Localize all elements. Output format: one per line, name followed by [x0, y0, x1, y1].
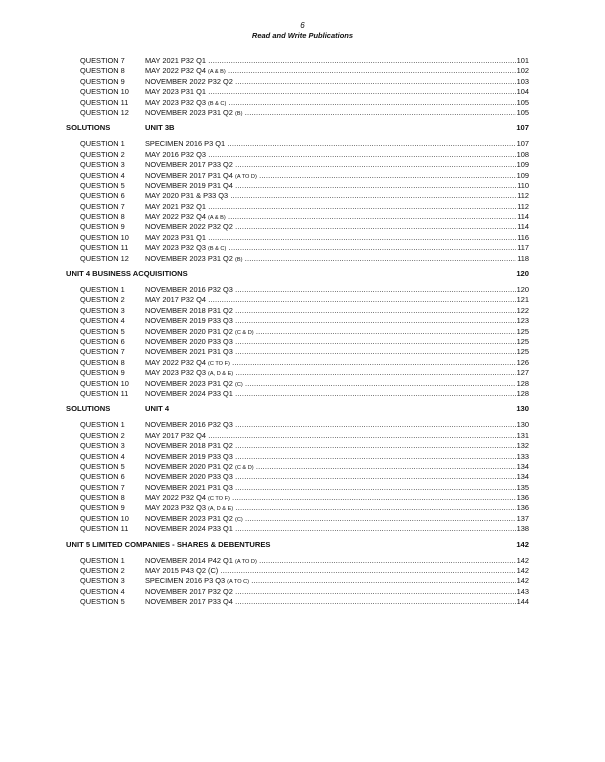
section-label: SOLUTIONS [66, 123, 111, 133]
page-number: 6 [300, 21, 305, 30]
toc-entry [0, 77, 605, 87]
exam-reference-parts: (A TO C) [227, 579, 250, 586]
toc-entry [0, 483, 605, 493]
exam-reference-text: NOVEMBER 2022 P32 Q2 [145, 222, 233, 232]
toc-entry [0, 452, 605, 462]
question-number: QUESTION 8 [80, 493, 125, 503]
question-number: QUESTION 1 [80, 139, 125, 149]
exam-reference-text: NOVEMBER 2023 P31 Q2 [145, 378, 235, 388]
entry-page-number: 126 [516, 357, 529, 367]
exam-reference-text: NOVEMBER 2018 P31 Q2 [145, 305, 233, 315]
question-number: QUESTION 9 [80, 503, 125, 513]
toc-entry [0, 202, 605, 212]
entry-page-number: 128 [516, 388, 529, 398]
entry-page-number: 142 [516, 576, 529, 586]
exam-reference [145, 254, 527, 265]
entry-page-number: 144 [516, 597, 529, 607]
entry-page-number: 105 [516, 107, 529, 117]
exam-reference-parts: (C) [234, 381, 243, 388]
entry-page-number: 125 [516, 326, 529, 336]
entry-page-number: 121 [516, 295, 529, 305]
exam-reference-parts: (C & D) [234, 329, 254, 336]
toc-entry [0, 56, 605, 66]
question-number: QUESTION 10 [80, 87, 129, 97]
question-number: QUESTION 6 [80, 336, 125, 346]
toc-entry [0, 503, 605, 513]
entry-page-number: 118 [517, 253, 529, 263]
question-number: QUESTION 7 [80, 56, 125, 65]
question-number: QUESTION 4 [80, 316, 125, 326]
question-number: QUESTION 5 [80, 180, 125, 190]
question-number: QUESTION 8 [80, 357, 125, 367]
toc-entry [0, 472, 605, 482]
section-label: UNIT 5 LIMITED COMPANIES - SHARES & DEBENTURES [66, 539, 271, 549]
section-heading [0, 539, 605, 551]
question-number: QUESTION 3 [80, 160, 125, 170]
toc-entry [0, 587, 605, 597]
question-number: QUESTION 12 [80, 253, 129, 263]
entry-page-number: 128 [516, 378, 529, 388]
exam-reference-text: MAY 2017 P32 Q4 [145, 295, 206, 305]
entry-page-number: 114 [517, 222, 529, 232]
entry-page-number: 127 [516, 368, 529, 378]
exam-reference-text: MAY 2022 P32 Q4 [145, 66, 208, 76]
toc-entry [0, 66, 605, 76]
exam-reference-parts: (B) [234, 256, 243, 263]
toc-entry [0, 514, 605, 524]
exam-reference-text: NOVEMBER 2019 P31 Q4 [145, 180, 233, 190]
toc-entry [0, 108, 605, 118]
section-page-number: 142 [516, 539, 529, 549]
question-number: QUESTION 11 [80, 524, 129, 534]
toc-entry [0, 222, 605, 232]
section-heading [0, 122, 605, 134]
question-number: QUESTION 11 [80, 97, 129, 107]
exam-reference-text: NOVEMBER 2017 P31 Q4 [145, 170, 235, 180]
entry-page-number: 101 [516, 56, 529, 65]
exam-reference-text: NOVEMBER 2017 P33 Q4 [145, 597, 233, 607]
entry-page-number: 125 [516, 336, 529, 346]
toc-entry [0, 337, 605, 347]
entry-page-number: 110 [517, 180, 529, 190]
toc-entry [0, 524, 605, 534]
exam-reference-text: NOVEMBER 2014 P42 Q1 [145, 555, 235, 565]
question-number: QUESTION 2 [80, 430, 125, 440]
toc-entry [0, 212, 605, 222]
entry-page-number: 123 [516, 316, 529, 326]
toc-entry [0, 493, 605, 503]
toc-entry [0, 368, 605, 378]
exam-reference-text: MAY 2016 P32 Q3 [145, 149, 206, 159]
question-number: QUESTION 4 [80, 451, 125, 461]
exam-reference-text: NOVEMBER 2023 P31 Q2 [145, 513, 235, 523]
entry-page-number: 103 [516, 76, 529, 86]
exam-reference-parts: (A TO D) [234, 558, 257, 565]
publisher-name: Read and Write Publications [251, 31, 354, 40]
question-number: QUESTION 6 [80, 472, 125, 482]
exam-reference-text: MAY 2021 P32 Q1 [145, 56, 206, 65]
entry-page-number: 112 [517, 201, 529, 211]
toc-entry [0, 87, 605, 97]
toc-entry [0, 420, 605, 430]
toc-entry [0, 254, 605, 264]
exam-reference-text: NOVEMBER 2022 P32 Q2 [145, 76, 233, 86]
exam-reference-text: MAY 2023 P31 Q1 [145, 87, 206, 97]
section-label: UNIT 4 BUSINESS ACQUISITIONS [66, 269, 188, 279]
entry-page-number: 122 [516, 305, 529, 315]
question-number: QUESTION 10 [80, 513, 129, 523]
entry-page-number: 135 [516, 482, 529, 492]
toc-entry [0, 139, 605, 149]
toc-entry [0, 98, 605, 108]
exam-reference [145, 108, 527, 119]
section-page-number: 130 [516, 404, 529, 414]
exam-reference-text: NOVEMBER 2024 P33 Q1 [145, 524, 233, 534]
exam-reference-parts: (A, D & E) [208, 371, 234, 378]
question-number: QUESTION 8 [80, 66, 125, 76]
exam-reference-parts: (A TO D) [234, 173, 257, 180]
toc-entry [0, 556, 605, 566]
question-number: QUESTION 3 [80, 441, 125, 451]
entry-page-number: 104 [516, 87, 529, 97]
entry-page-number: 109 [516, 170, 529, 180]
toc-entry [0, 566, 605, 576]
entry-page-number: 137 [516, 513, 529, 523]
entry-page-number: 143 [516, 586, 529, 596]
exam-reference-parts: (C) [234, 516, 243, 523]
question-number: QUESTION 12 [80, 107, 129, 117]
exam-reference-text: MAY 2023 P31 Q1 [145, 232, 206, 242]
table-of-contents [0, 56, 605, 608]
toc-entry [0, 150, 605, 160]
exam-reference-text: SPECIMEN 2016 P3 Q3 [145, 576, 228, 586]
toc-entry [0, 160, 605, 170]
toc-entry [0, 379, 605, 389]
exam-reference-text: NOVEMBER 2023 P31 Q2 [145, 107, 235, 117]
exam-reference-parts: (A, D & E) [208, 506, 234, 513]
exam-reference-text: MAY 2020 P31 & P33 Q3 [145, 191, 229, 201]
toc-entry [0, 389, 605, 399]
question-number: QUESTION 6 [80, 191, 125, 201]
entry-page-number: 134 [516, 472, 529, 482]
question-number: QUESTION 1 [80, 285, 125, 295]
question-number: QUESTION 2 [80, 295, 125, 305]
entry-page-number: 142 [516, 555, 529, 565]
question-number: QUESTION 10 [80, 378, 129, 388]
entry-page-number: 138 [516, 524, 529, 534]
exam-reference [145, 597, 527, 608]
exam-reference-text: MAY 2023 P32 Q3 [145, 243, 208, 253]
question-number: QUESTION 11 [80, 243, 129, 253]
toc-entry [0, 191, 605, 201]
exam-reference-text: NOVEMBER 2020 P31 Q2 [145, 326, 235, 336]
question-number: QUESTION 2 [80, 566, 125, 576]
exam-reference-text: MAY 2017 P32 Q4 [145, 430, 206, 440]
question-number: QUESTION 9 [80, 76, 125, 86]
page-header [0, 21, 605, 41]
toc-entry [0, 327, 605, 337]
exam-reference-text: NOVEMBER 2017 P33 Q2 [145, 160, 233, 170]
exam-reference-text: NOVEMBER 2017 P32 Q2 [145, 586, 233, 596]
exam-reference-parts: (C & D) [234, 464, 254, 471]
question-number: QUESTION 10 [80, 232, 129, 242]
exam-reference-text: NOVEMBER 2019 P33 Q3 [145, 316, 233, 326]
section-unit: UNIT 4 [145, 404, 170, 414]
exam-reference-text: NOVEMBER 2016 P32 Q3 [145, 285, 233, 295]
entry-page-number: 130 [516, 420, 529, 430]
question-number: QUESTION 8 [80, 212, 125, 222]
question-number: QUESTION 3 [80, 576, 125, 586]
question-number: QUESTION 9 [80, 222, 125, 232]
exam-reference-text: NOVEMBER 2021 P31 Q3 [145, 347, 233, 357]
toc-entry [0, 431, 605, 441]
question-number: QUESTION 5 [80, 326, 125, 336]
exam-reference-text: NOVEMBER 2018 P31 Q2 [145, 441, 233, 451]
exam-reference-text: NOVEMBER 2023 P31 Q2 [145, 253, 235, 263]
toc-entry [0, 462, 605, 472]
entry-page-number: 117 [517, 243, 529, 253]
question-number: QUESTION 1 [80, 420, 125, 430]
question-number: QUESTION 5 [80, 461, 125, 471]
exam-reference-text: NOVEMBER 2020 P33 Q3 [145, 472, 233, 482]
exam-reference-parts: (B) [234, 110, 243, 117]
exam-reference-text: MAY 2021 P32 Q1 [145, 201, 206, 211]
entry-page-number: 133 [516, 451, 529, 461]
section-heading [0, 403, 605, 415]
question-number: QUESTION 3 [80, 305, 125, 315]
exam-reference-text: NOVEMBER 2021 P31 Q3 [145, 482, 233, 492]
exam-reference-text: MAY 2023 P32 Q3 [145, 503, 208, 513]
question-number: QUESTION 11 [80, 388, 129, 398]
question-number: QUESTION 7 [80, 347, 125, 357]
question-number: QUESTION 4 [80, 170, 125, 180]
toc-entry [0, 233, 605, 243]
exam-reference-text: NOVEMBER 2024 P33 Q1 [145, 388, 233, 398]
toc-entry [0, 441, 605, 451]
exam-reference [145, 389, 527, 400]
entry-page-number: 114 [517, 212, 529, 222]
question-number: QUESTION 1 [80, 555, 125, 565]
exam-reference-text: SPECIMEN 2016 P3 Q1 [145, 139, 226, 149]
exam-reference-text: MAY 2022 P32 Q4 [145, 357, 208, 367]
entry-page-number: 142 [516, 566, 529, 576]
toc-entry [0, 347, 605, 357]
section-page-number: 107 [516, 123, 529, 133]
exam-reference-text: NOVEMBER 2020 P33 Q3 [145, 336, 233, 346]
toc-entry [0, 306, 605, 316]
toc-entry [0, 285, 605, 295]
exam-reference-parts: (B & C) [208, 246, 227, 253]
entry-page-number: 116 [517, 232, 529, 242]
exam-reference-parts: (A & B) [208, 215, 226, 222]
entry-page-number: 136 [516, 493, 529, 503]
entry-page-number: 136 [516, 503, 529, 513]
question-number: QUESTION 5 [80, 597, 125, 607]
toc-entry [0, 597, 605, 607]
exam-reference-text: MAY 2015 P43 Q2 (C) [145, 566, 219, 576]
question-number: QUESTION 7 [80, 482, 125, 492]
question-number: QUESTION 7 [80, 201, 125, 211]
section-page-number: 120 [516, 269, 529, 279]
entry-page-number: 107 [516, 139, 529, 149]
exam-reference-parts: (A & B) [208, 69, 226, 76]
toc-entry [0, 181, 605, 191]
exam-reference [145, 524, 527, 535]
toc-entry [0, 316, 605, 326]
exam-reference-text: NOVEMBER 2016 P32 Q3 [145, 420, 233, 430]
question-number: QUESTION 2 [80, 149, 125, 159]
entry-page-number: 102 [516, 66, 529, 76]
exam-reference-text: MAY 2023 P32 Q3 [145, 97, 208, 107]
entry-page-number: 132 [516, 441, 529, 451]
section-label: SOLUTIONS [66, 404, 111, 414]
entry-page-number: 120 [516, 285, 529, 295]
toc-entry [0, 243, 605, 253]
question-number: QUESTION 9 [80, 368, 125, 378]
exam-reference-text: NOVEMBER 2019 P33 Q3 [145, 451, 233, 461]
exam-reference-parts: (C TO F) [208, 360, 230, 367]
entry-page-number: 109 [516, 160, 529, 170]
entry-page-number: 125 [516, 347, 529, 357]
toc-entry [0, 295, 605, 305]
entry-page-number: 105 [516, 97, 529, 107]
section-heading [0, 268, 605, 280]
entry-page-number: 134 [516, 461, 529, 471]
exam-reference-parts: (B & C) [208, 100, 227, 107]
section-unit: UNIT 3B [145, 123, 175, 133]
exam-reference-text: MAY 2022 P32 Q4 [145, 212, 208, 222]
question-number: QUESTION 4 [80, 586, 125, 596]
entry-page-number: 131 [516, 430, 529, 440]
toc-entry [0, 576, 605, 586]
exam-reference-text: MAY 2022 P32 Q4 [145, 493, 208, 503]
entry-page-number: 108 [516, 149, 529, 159]
toc-entry [0, 358, 605, 368]
toc-entry [0, 171, 605, 181]
entry-page-number: 112 [517, 191, 529, 201]
exam-reference-parts: (C TO F) [208, 496, 230, 503]
exam-reference-text: NOVEMBER 2020 P31 Q2 [145, 461, 235, 471]
exam-reference-text: MAY 2023 P32 Q3 [145, 368, 208, 378]
